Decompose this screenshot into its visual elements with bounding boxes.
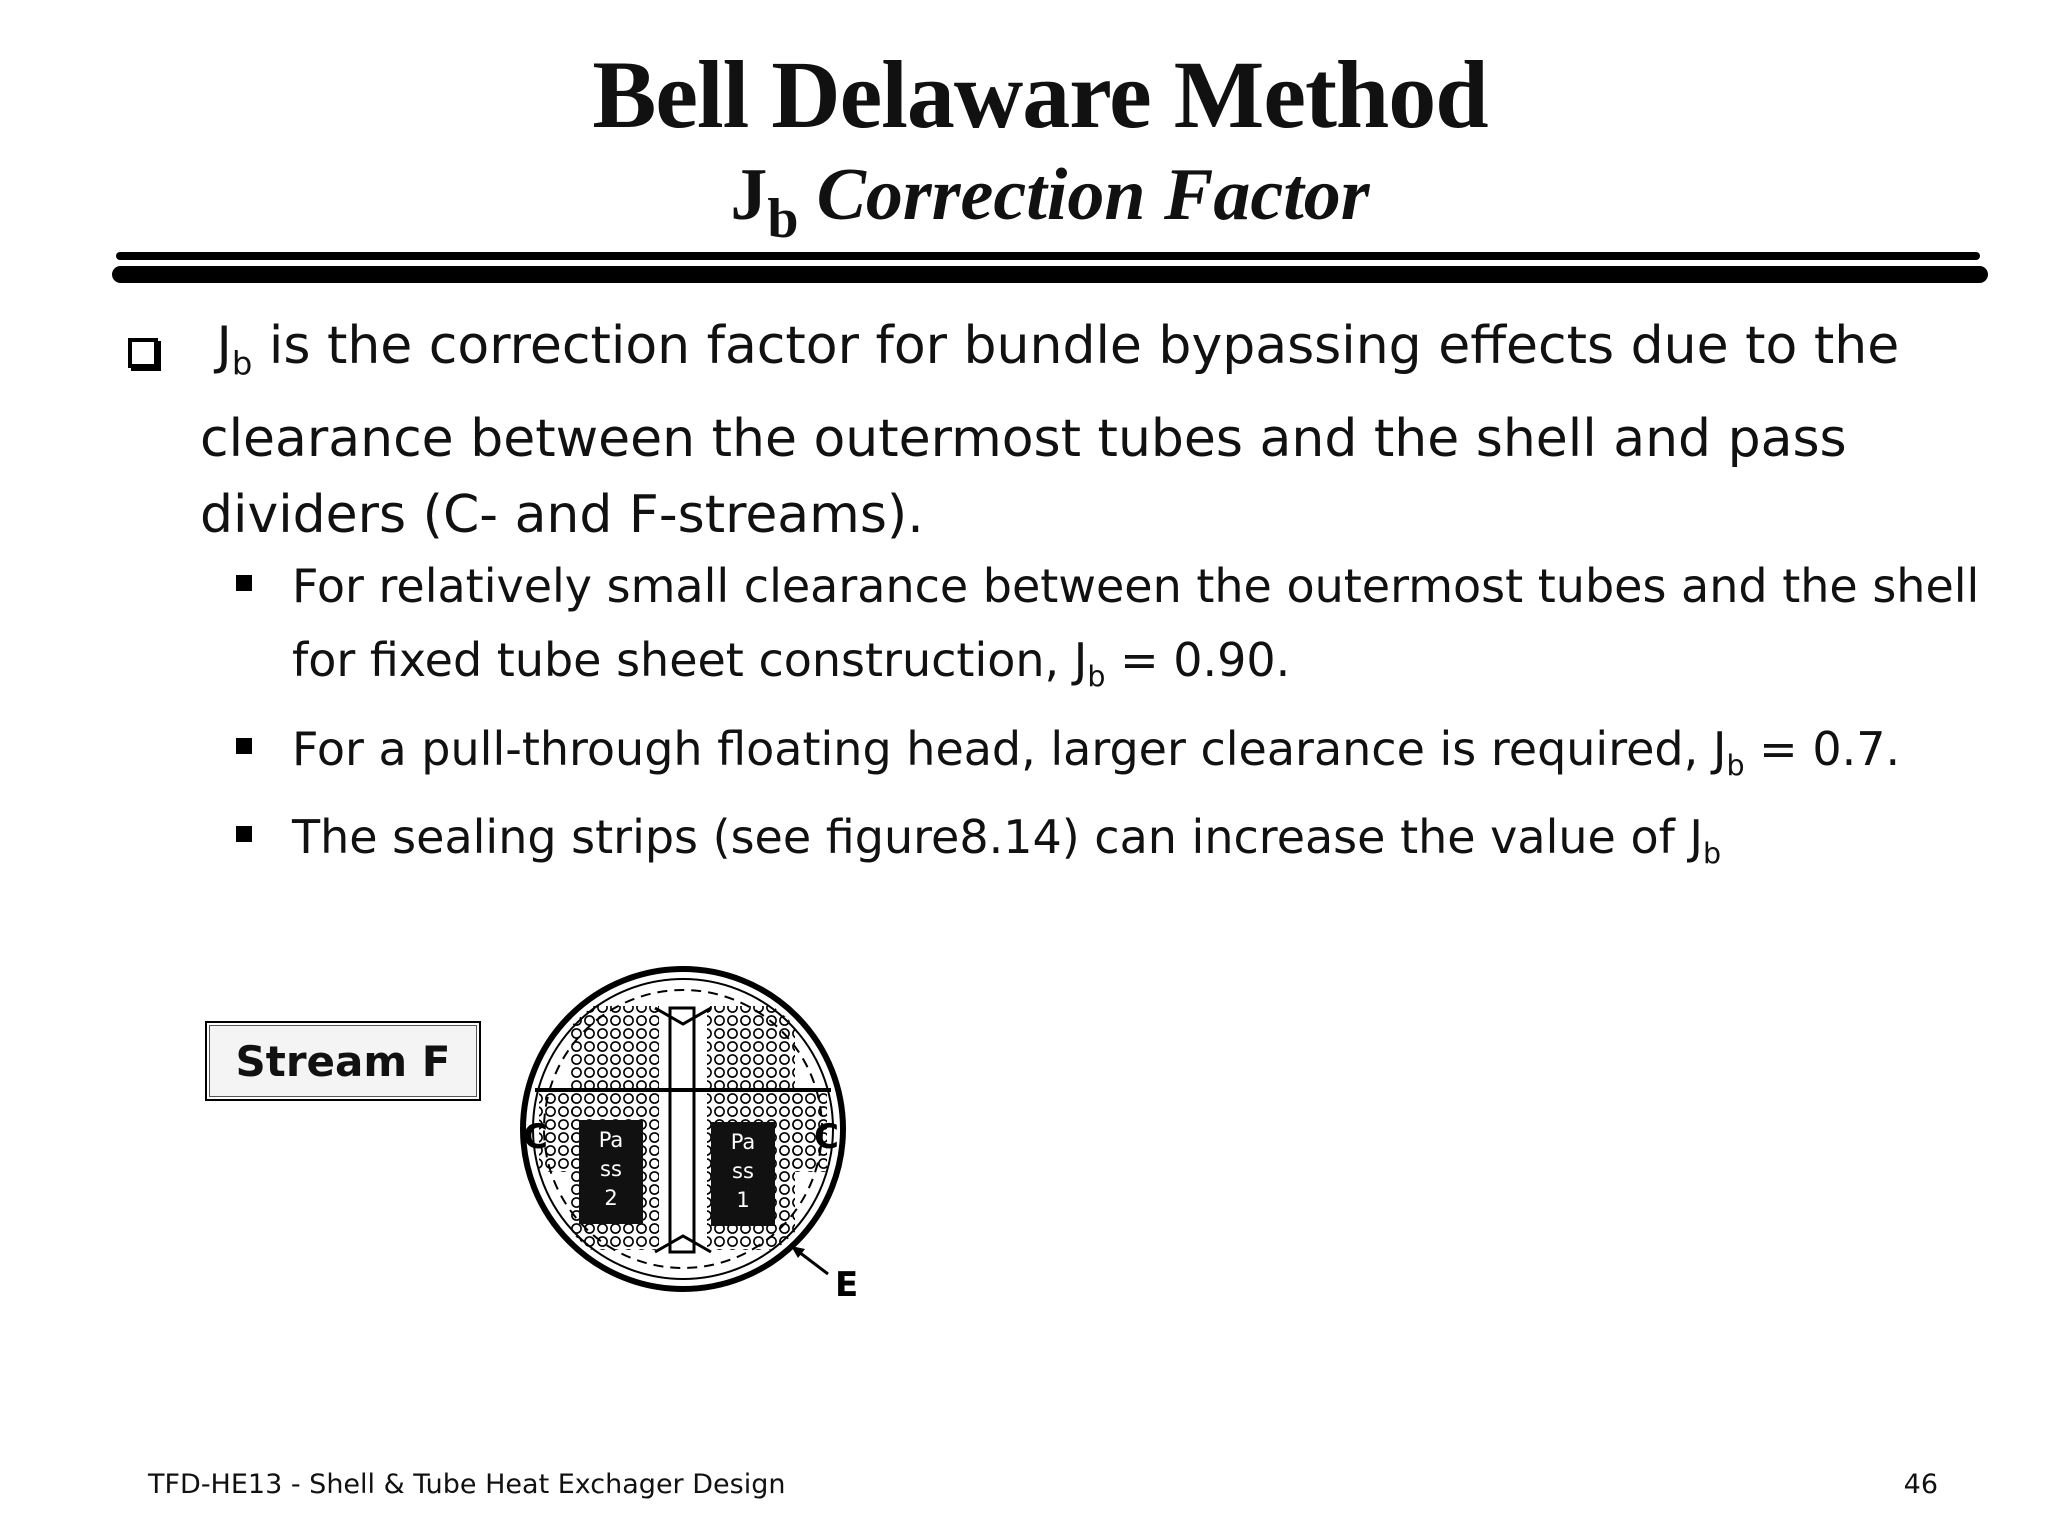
sub-bullet-1: For relatively small clearance between the outermost tubes and the shell for fixed tube sheet construction, $J_b = 0.90$. bbox=[292, 559, 1980, 693]
sub-bullet-3: The sealing strips (see figure8.14) can increase the value of $J_b$ bbox=[292, 810, 1722, 870]
letter-e: E bbox=[835, 1265, 859, 1302]
square-bullet-icon bbox=[236, 826, 252, 842]
stream-f-label: Stream F bbox=[205, 1021, 481, 1101]
square-bullet-icon bbox=[236, 738, 252, 754]
pass-2-label: Pa ss 2 bbox=[579, 1120, 643, 1224]
main-bullet: $J_b$ is the correction factor for bundle bypassing effects due to the clearance between the outermost tubes and the shell and pass dividers (C- and F-streams). bbox=[200, 316, 1900, 546]
sub-bullet-2: For a pull-through floating head, larger clearance is required, $J_b = 0.7$. bbox=[292, 722, 1901, 782]
letter-c-right: C bbox=[814, 1117, 839, 1157]
subtitle-symbol: $J_b$ bbox=[730, 154, 799, 250]
square-bullet-icon bbox=[236, 575, 252, 591]
checkbox-bullet-icon bbox=[128, 338, 158, 368]
shell-cross-section-figure bbox=[505, 962, 885, 1302]
footer-course-title: TFD-HE13 - Shell & Tube Heat Exchager Design bbox=[148, 1469, 786, 1500]
slide-subtitle bbox=[0, 150, 2048, 264]
page-number: 46 bbox=[1903, 1469, 1938, 1500]
shell-diagram-svg bbox=[505, 962, 885, 1302]
slide-title: Bell Delaware Method bbox=[592, 41, 1488, 148]
pass-1-label: Pa ss 1 bbox=[711, 1122, 775, 1226]
title-divider-thin bbox=[116, 252, 1980, 260]
pass-divider-lane bbox=[670, 1008, 694, 1252]
main-bullet-text: is the correction factor for bundle bypassing effects due to the clearance between the outermost tubes and the shell and pass dividers (C- and F-streams). bbox=[200, 316, 1900, 546]
subtitle-text: Correction Factor bbox=[816, 154, 1370, 236]
letter-c-left: C bbox=[523, 1117, 548, 1157]
title-divider-thick bbox=[112, 266, 1988, 283]
